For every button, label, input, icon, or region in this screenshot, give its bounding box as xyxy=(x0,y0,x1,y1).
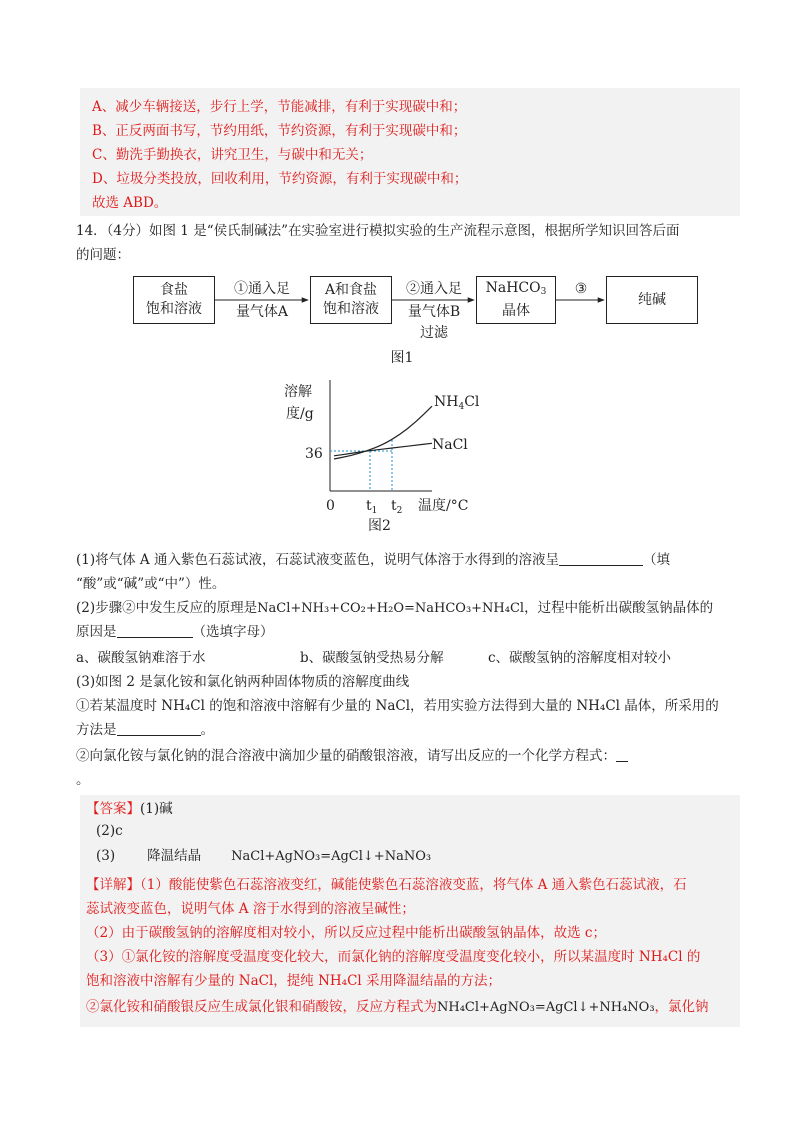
question-part-2: (2)步骤②中发生反应的原理是NaCl+NH₃+CO₂+H₂O=NaHCO₃+NH₄Cl，过程中能析出碳酸氢钠晶体的 xyxy=(76,600,714,616)
flow-arrow-text: ①通入足 xyxy=(234,281,290,297)
question-14-stem: 14．（4分）如图 1 是“侯氏制碱法”在实验室进行模拟实验的生产流程示意图，根据所学知识回答后面 xyxy=(76,223,680,239)
detail-1: 【详解】（1）酸能使紫色石蕊溶液变红，碱能使紫色石蕊溶液变蓝，将气体 A 通入紫色石蕊试液，石 xyxy=(86,877,687,893)
answer-1: 【答案】(1)碱 xyxy=(86,801,173,817)
flow-box-text: 饱和溶液 xyxy=(323,301,379,317)
question-part-1-cont: “酸”或“碱”或“中”）性。 xyxy=(76,576,226,592)
flow-box-text: A和食盐 xyxy=(324,282,378,298)
x-tick-t1: $t_1$ xyxy=(366,498,378,516)
y-axis-label-1: 溶解 xyxy=(284,384,312,400)
answer-line-d: D、垃圾分类投放，回收利用，节约资源，有利于实现碳中和； xyxy=(92,171,468,187)
flow-box-text: 纯碱 xyxy=(638,291,666,308)
origin-label: 0 xyxy=(326,498,335,514)
question-14-stem-cont: 的问题： xyxy=(76,247,130,263)
y-tick-36: 36 xyxy=(305,446,323,462)
flow-box-text: 饱和溶液 xyxy=(146,301,202,317)
flow-arrow-text: 过滤 xyxy=(420,325,448,341)
detail-4: ②氯化铵和硝酸银反应生成氯化银和硝酸铵，反应方程式为NH₄Cl+AgNO₃=AgCl↓+NH₄NO₃，氯化钠 xyxy=(86,999,709,1015)
series-label-nh4cl: $NH_4Cl$ xyxy=(434,394,480,412)
option-b: b、碳酸氢钠受热易分解 xyxy=(300,650,444,666)
answer-3: (3) 降温结晶 NaCl+AgNO₃=AgCl↓+NaNO₃ xyxy=(96,848,432,864)
question-part-3: (3)如图 2 是氯化铵和氯化钠两种固体物质的溶解度曲线 xyxy=(76,674,410,690)
answer-line-b: B、正反两面书写，节约用纸，节约资源，有利于实现碳中和； xyxy=(92,123,467,139)
flow-arrow-text: 量气体B xyxy=(407,304,461,320)
answer-2: (2)c xyxy=(96,823,123,839)
detail-3: （3）①氯化铵的溶解度受温度变化较大，而氯化钠的溶解度受温度变化较小，所以某温度时 NH₄Cl 的 xyxy=(86,949,701,965)
answer-line-a: A、减少车辆接送，步行上学，节能减排，有利于实现碳中和； xyxy=(92,99,467,115)
flow-arrow-text: 量气体A xyxy=(235,304,289,320)
answer-blank-2[interactable] xyxy=(117,623,193,638)
flow-arrow-text: ③ xyxy=(574,281,588,297)
answer-conclusion: 故选 ABD。 xyxy=(92,195,168,211)
figure-1-caption: 图1 xyxy=(390,350,414,366)
question-part-2-cont: 原因是 （选填字母） xyxy=(76,624,274,640)
figure-2-solubility-chart xyxy=(0,0,800,540)
flow-box-text: NaHCO$_3$ xyxy=(485,280,547,297)
x-axis-label: 温度/°C xyxy=(418,498,469,514)
option-c: c、碳酸氢钠的溶解度相对较小 xyxy=(488,650,672,666)
question-part-3-2: ②向氯化铵与氯化钠的混合溶液中滴加少量的硝酸银溶液，请写出反应的一个化学方程式： xyxy=(76,747,628,765)
detail-2: （2）由于碳酸氢钠的溶解度相对较小，所以反应过程中能析出碳酸氢钠晶体，故选 c； xyxy=(86,925,606,941)
question-part-3-1: ①若某温度时 NH₄Cl 的饱和溶液中溶解有少量的 NaCl，若用实验方法得到大量的 NH₄Cl 晶体，所采用的 xyxy=(76,698,719,714)
option-a: a、碳酸氢钠难溶于水 xyxy=(76,650,206,666)
answer-blank-1[interactable] xyxy=(559,551,643,566)
y-axis-label-2: 度/g xyxy=(286,406,314,422)
answer-line-c: C、勤洗手勤换衣，讲究卫生，与碳中和无关； xyxy=(92,147,373,163)
detail-1-cont: 蕊试液变蓝色，说明气体 A 溶于水得到的溶液呈碱性； xyxy=(86,901,415,917)
question-part-3-2-end: 。 xyxy=(76,772,90,788)
x-tick-t2: $t_2$ xyxy=(391,498,403,516)
question-part-1: (1)将气体 A 通入紫色石蕊试液，石蕊试液变蓝色，说明气体溶于水得到的溶液呈 （填 xyxy=(76,552,670,568)
series-label-nacl: NaCl xyxy=(432,437,468,453)
flow-box-text: 晶体 xyxy=(502,303,530,319)
answer-blank-4[interactable] xyxy=(616,747,628,762)
detail-3-cont: 饱和溶液中溶解有少量的 NaCl，提纯 NH₄Cl 采用降温结晶的方法； xyxy=(86,973,502,989)
answer-blank-3[interactable] xyxy=(117,721,201,736)
question-part-3-1-cont: 方法是 。 xyxy=(76,722,214,738)
flow-arrow-text: ②通入足 xyxy=(406,281,462,297)
flow-box-text: 食盐 xyxy=(160,282,188,298)
curve-nacl xyxy=(334,443,432,455)
figure-2-caption: 图2 xyxy=(368,518,391,534)
